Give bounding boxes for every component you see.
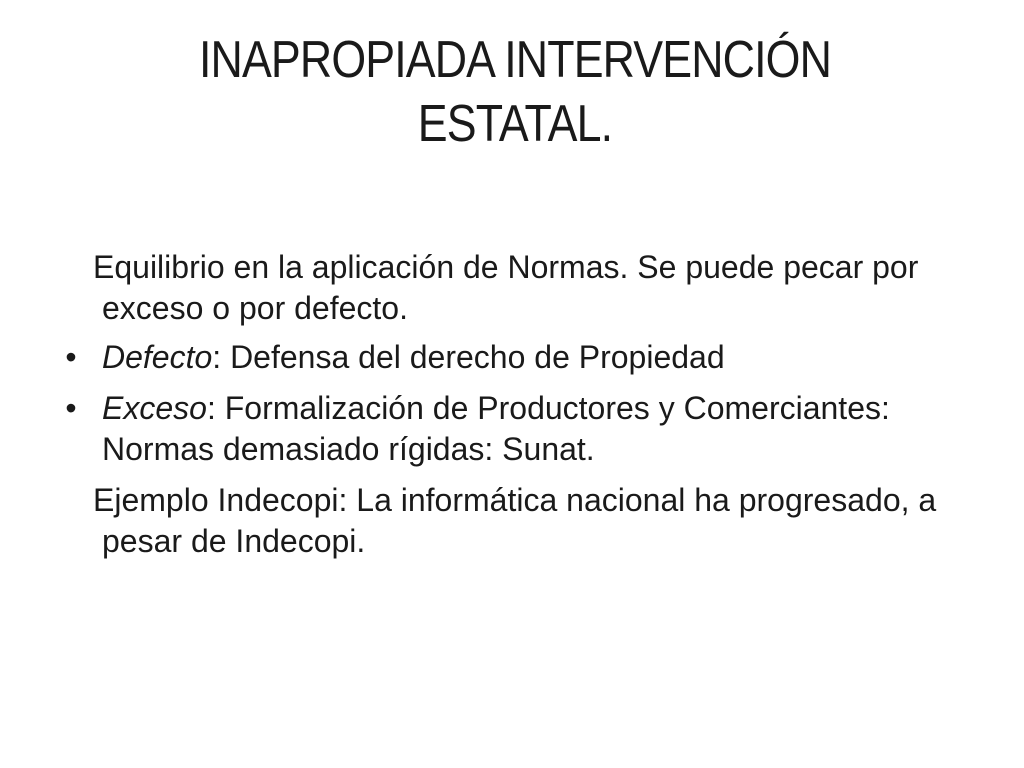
defecto-term: Defecto [102, 339, 213, 375]
slide-title-line-1: INAPROPIADA INTERVENCIÓN [198, 31, 832, 89]
bullet-item-exceso [56, 388, 976, 470]
bullet-icon: • [65, 390, 77, 426]
intro-paragraph [56, 247, 976, 329]
intro-text: Equilibrio en la aplicación de Normas. Se puede pecar por exceso o por defecto. [93, 249, 919, 326]
defecto-text: : Defensa del derecho de Propiedad [212, 339, 725, 375]
bullet-icon: • [65, 339, 77, 375]
exceso-term: Exceso [102, 390, 207, 426]
slide-title-line-2: ESTATAL. [417, 95, 613, 153]
slide-body [56, 247, 976, 572]
ejemplo-paragraph [56, 480, 976, 562]
exceso-text: : Formalización de Productores y Comerciantes: Normas demasiado rígidas: Sunat. [102, 390, 890, 467]
slide-title [167, 28, 864, 156]
bullet-item-defecto [56, 337, 976, 378]
ejemplo-text: Ejemplo Indecopi: La informática nacional ha progresado, a pesar de Indecopi. [93, 482, 937, 559]
